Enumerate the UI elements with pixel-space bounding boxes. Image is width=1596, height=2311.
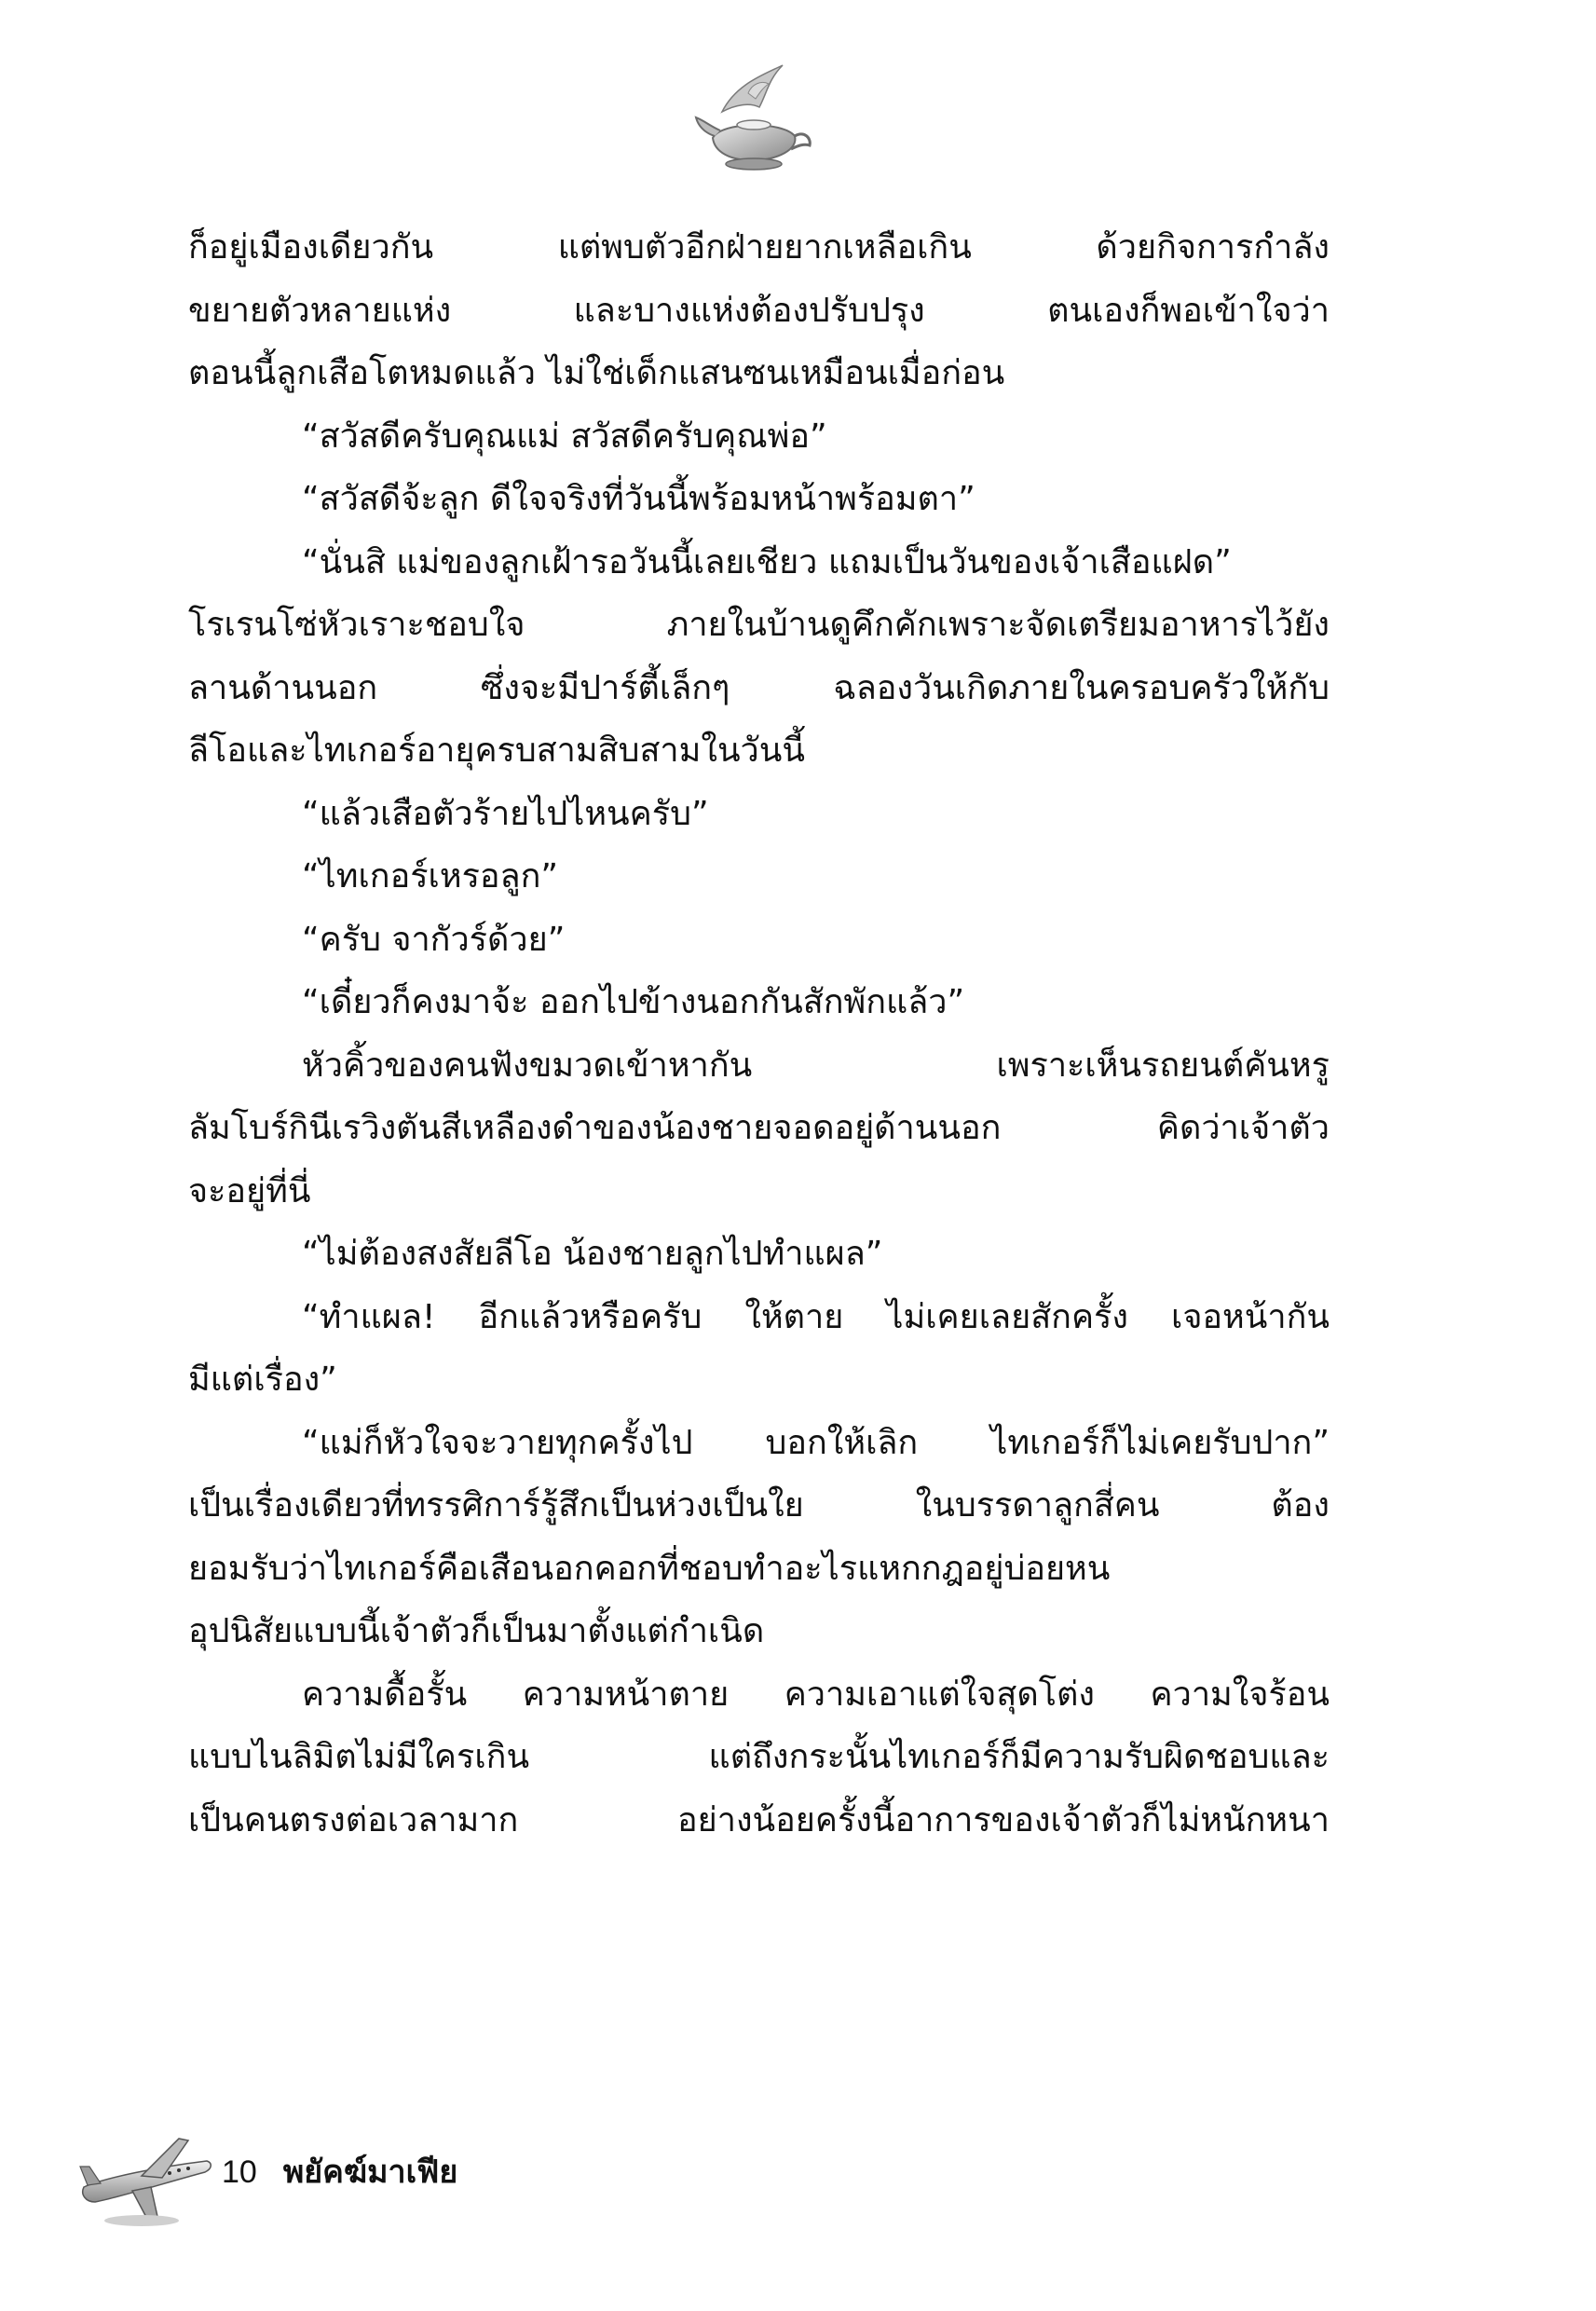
- dialogue-line: “ไม่ต้องสงสัยลีโอ น้องชายลูกไปทำแผล”: [302, 1235, 883, 1273]
- dialogue-line: “เดี๋ยวก็คงมาจ้ะ ออกไปข้างนอกกันสักพักแล้ว”: [302, 983, 965, 1021]
- dialogue-line: “ไทเกอร์เหรอลูก”: [302, 857, 559, 896]
- paragraph: ขยายตัวหลายแห่ง และบางแห่งต้องปรับปรุง ตนเองก็พอเข้าใจว่า: [188, 291, 1330, 330]
- dialogue-line: “ทำแผล! อีกแล้วหรือครับ ให้ตาย ไม่เคยเลยสักครั้ง เจอหน้ากัน: [302, 1297, 1330, 1336]
- dialogue-line: “ครับ จากัวร์ด้วย”: [302, 920, 566, 959]
- page-footer: [222, 2146, 457, 2196]
- paragraph: เป็นเรื่องเดียวที่ทรรศิการ์รู้สึกเป็นห่วงเป็นใย ในบรรดาลูกสี่คน ต้อง: [188, 1486, 1330, 1525]
- dialogue-line: “สวัสดีจ้ะลูก ดีใจจริงที่วันนี้พร้อมหน้าพร้อมตา”: [302, 480, 975, 518]
- airplane-icon: [76, 2129, 216, 2232]
- paragraph: เป็นคนตรงต่อเวลามาก อย่างน้อยครั้งนี้อาการของเจ้าตัวก็ไม่หนักหนา: [188, 1800, 1330, 1839]
- page-number: 10: [222, 2154, 257, 2190]
- dialogue-line: “แล้วเสือตัวร้ายไปไหนครับ”: [302, 794, 709, 833]
- paragraph: ลัมโบร์กินีเรวิงตันสีเหลืองดำของน้องชายจอดอยู่ด้านนอก คิดว่าเจ้าตัว: [188, 1109, 1330, 1147]
- paragraph: หัวคิ้วของคนฟังขมวดเข้าหากัน เพราะเห็นรถยนต์คันหรู: [302, 1046, 1330, 1085]
- body-text: [188, 216, 1330, 1852]
- dialogue-line: “นั่นสิ แม่ของลูกเฝ้ารอวันนี้เลยเชียว แถมเป็นวันของเจ้าเสือแฝด”: [302, 542, 1232, 581]
- paragraph: ตอนนี้ลูกเสือโตหมดแล้ว ไม่ใช่เด็กแสนซนเหมือนเมื่อก่อน: [188, 354, 1005, 392]
- dialogue-line: “แม่ก็หัวใจจะวายทุกครั้งไป บอกให้เลิก ไทเกอร์ก็ไม่เคยรับปาก”: [302, 1423, 1330, 1462]
- paragraph: จะอยู่ที่นี่: [188, 1171, 311, 1210]
- paragraph: ยอมรับว่าไทเกอร์คือเสือนอกคอกที่ชอบทำอะไรแหกกฎอยู่บ่อยหน: [188, 1549, 1111, 1588]
- paragraph: อุปนิสัยแบบนี้เจ้าตัวก็เป็นมาตั้งแต่กำเนิด: [188, 1612, 765, 1650]
- genie-lamp-icon: [694, 56, 815, 177]
- paragraph: ลีโอและไทเกอร์อายุครบสามสิบสามในวันนี้: [188, 732, 805, 770]
- paragraph: แบบไนลิมิตไม่มีใครเกิน แต่ถึงกระนั้นไทเกอร์ก็มีความรับผิดชอบและ: [188, 1738, 1330, 1776]
- dialogue-line: มีแต่เรื่อง”: [188, 1361, 337, 1399]
- paragraph: โรเรนโซ่หัวเราะชอบใจ ภายในบ้านดูคึกคักเพราะจัดเตรียมอาหารไว้ยัง: [188, 606, 1330, 644]
- paragraph: ลานด้านนอก ซึ่งจะมีปาร์ตี้เล็กๆ ฉลองวันเกิดภายในครอบครัวให้กับ: [188, 668, 1330, 707]
- paragraph: ก็อยู่เมืองเดียวกัน แต่พบตัวอีกฝ่ายยากเหลือเกิน ด้วยกิจการกำลัง: [188, 228, 1330, 267]
- book-title: พยัคฆ์มาเฟีย: [282, 2154, 458, 2191]
- paragraph: ความดื้อรั้น ความหน้าตาย ความเอาแต่ใจสุดโต่ง ความใจร้อน: [302, 1675, 1330, 1714]
- dialogue-line: “สวัสดีครับคุณแม่ สวัสดีครับคุณพ่อ”: [302, 417, 827, 456]
